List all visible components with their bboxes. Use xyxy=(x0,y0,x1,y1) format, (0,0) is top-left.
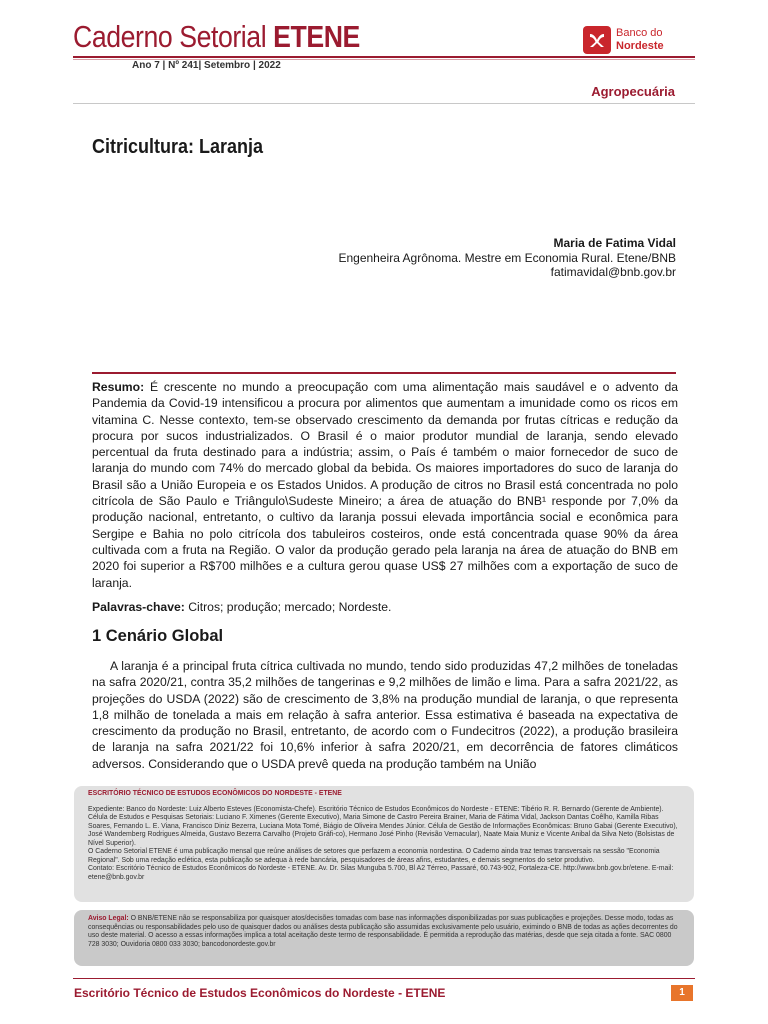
bank-logo xyxy=(583,26,683,56)
header-divider xyxy=(73,56,695,58)
credits-staff: Expediente: Banco do Nordeste: Luiz Alberto Esteves (Economista-Chefe). Escritório Técnico de Estudos Econômicos do Nordeste - ETENE: Tibério R. R. Bernardo (Gerente de Ambiente). Célula de Estudos e Pesquisas Setoriais: Luciano F. Ximenes (Gerente Executivo), Maria Simone de Castro Pereira Brainer, Maria de Fátima Vidal, Jackson Dantas Coêlho, Kamilla Ribas Soares, Fernando L. E. Viana, Francisco Diniz Bezerra, Luciana Mota Tomé, Biágio de Oliveira Mendes Júnior. Célula de Gestão de Informações Econômicas: Bruno Gabai (Gerente Executivo), José Wandemberg Rodrigues Almeida, Gustavo Bezerra Carvalho (Projeto Gráfi-co), Hermano José Pinho (Revisão Vernacular), Naate Maia Muniz e Vicente Anibal da Silva Neto (Bolsistas de Nível Superior). xyxy=(88,805,678,847)
legal-notice xyxy=(74,910,694,966)
publication-title-regular: Caderno Setorial xyxy=(73,19,274,54)
author-role: Engenheira Agrônoma. Mestre em Economia Rural. Etene/BNB xyxy=(338,250,676,265)
legal-label: Aviso Legal: xyxy=(88,915,129,922)
logo-line1: Banco do xyxy=(616,27,663,39)
author-email[interactable]: fatimavidal@bnb.gov.br xyxy=(550,265,676,279)
author-name: Maria de Fatima Vidal xyxy=(553,236,676,250)
abstract-label: Resumo: xyxy=(92,380,145,394)
keywords-label: Palavras-chave: xyxy=(92,600,185,614)
section-body: A laranja é a principal fruta cítrica cultivada no mundo, tendo sido produzidas 47,2 milhões de toneladas na safra 2020/21, contra 35,2 milhões de tangerinas e 9,2 milhões de limão e lima. Para a safra 2021/22, as projeções do USDA (2022) são de crescimento de 3,8% na produção mundial de laranja, o que representa 1,8 milhão de tonelada a mais em relação à safra anterior. Essa estimativa é baseada na expectativa de crescimento da produção no Brasil, entretanto, de acordo com o Fundecitros (2022), a produção brasileira de laranja na safra 2021/22 foi 10,6% inferior à safra 2020/21, em decorrência de fatores climáticos adversos. Considerando que o USDA prevê queda na produção também na União xyxy=(92,659,678,771)
section-title: 1 Cenário Global xyxy=(92,627,224,645)
category-divider xyxy=(73,103,695,104)
legal-text: O BNB/ETENE não se responsabiliza por quaisquer atos/decisões tomadas com base nas informações disponibilizadas por suas publicações e projeções. Desse modo, todas as consequências ou responsabilidades pelo uso de quaisquer dados ou análises desta publicação são assumidas exclusivamente pelo usuário, eximindo o BNB de todas as ações decorrentes do uso deste material. O acesso a essas informações implica a total aceitação deste termo de responsabilidade. É permitida a reprodução das matérias, desde que seja citada a fonte. SAC 0800 728 3030; Ouvidoria 0800 033 3030; bancodonordeste.gov.br xyxy=(88,915,678,948)
category-label: Agropecuária xyxy=(591,84,675,99)
page-number: 1 xyxy=(671,985,693,1001)
publication-title-bold: ETENE xyxy=(273,19,360,54)
credits-about: O Caderno Setorial ETENE é uma publicação mensal que reúne análises de setores que perfazem a economia nordestina. O Caderno ainda traz temas transversais na sessão "Economia Regional". Sob uma redação eclética, esta publicação se adequa à rede bancária, pesquisadores de áreas afins, estudantes, e demais segmentos do setor produtivo. xyxy=(88,848,660,864)
author-block xyxy=(338,236,676,280)
logo-line2: Nordeste xyxy=(616,40,664,52)
credits-title: ESCRITÓRIO TÉCNICO DE ESTUDOS ECONÔMICOS DO NORDESTE - ETENE xyxy=(88,790,342,797)
footer-divider xyxy=(73,978,695,979)
keywords-text: Citros; produção; mercado; Nordeste. xyxy=(184,600,392,614)
credits-contact: Contato: Escritório Técnico de Estudos Econômicos do Nordeste - ETENE. Av. Dr. Silas Munguba 5.700, Bl A2 Térreo, Passaré, 60.743-902, Fortaleza-CE. http://www.bnb.gov.br/etene. E-mail: etene@bnb.gov.br xyxy=(88,865,674,881)
abstract xyxy=(92,379,678,591)
credits-box xyxy=(74,786,694,902)
footer-text: Escritório Técnico de Estudos Econômicos do Nordeste - ETENE xyxy=(74,986,446,1000)
bank-logo-icon xyxy=(583,26,611,54)
abstract-divider xyxy=(92,372,676,374)
document-title: Citricultura: Laranja xyxy=(92,136,264,158)
issue-info: Ano 7 | Nº 241| Setembro | 2022 xyxy=(132,60,281,71)
keywords xyxy=(92,600,391,614)
publication-title xyxy=(73,18,360,56)
abstract-text: É crescente no mundo a preocupação com uma alimentação mais saudável e o advento da Pandemia da Covid-19 intensificou a procura por alimentos que aumentam a imunidade como os ricos em vitamina C. Nesse contexto, tem-se observado crescimento da demanda por frutas cítricas e redução da procura por sucos industrializados. O Brasil é o maior produtor mundial de laranja, sendo elevado percentual da fruta destinado para a indústria; assim, o País é também o maior fornecedor de suco de laranja do mundo com 74% do mercado global da bebida. Os maiores importadores do suco de laranja do Brasil são a União Europeia e os Estados Unidos. A produção de citros no Brasil está concentrada no polo citrícola de São Paulo e Triângulo\Sudeste Mineiro; a área de atuação do BNB¹ responde por 7,0% da produção nacional, entretanto, o cultivo da laranja possui elevada importância social e econômica para Sergipe e Bahia no polo citrícola dos tabuleiros costeiros, onde está concentrada quase 90% da área cultivada com a fruta na Região. O valor da produção gerado pela laranja na área de atuação do BNB em 2020 foi superior a R$700 milhões e a cultura gerou quase US$ 27 milhões com a exportação de suco de laranja. xyxy=(92,380,678,590)
